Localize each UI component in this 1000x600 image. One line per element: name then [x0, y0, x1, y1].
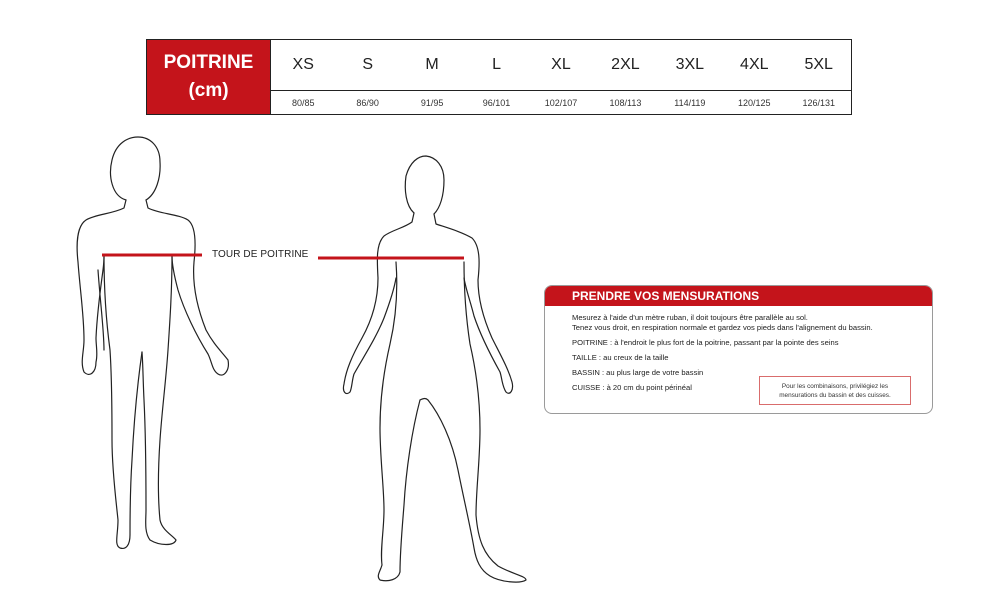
instructions-body: [545, 306, 932, 399]
size-label-xs: XS: [292, 56, 314, 73]
instructions-bassin: BASSIN : au plus large de votre bassin: [572, 368, 704, 377]
chest-value-s: 86/90: [356, 97, 379, 108]
size-label-s: S: [362, 56, 373, 73]
size-label-5xl: 5XL: [804, 56, 833, 73]
combinaison-note: [759, 376, 911, 405]
chest-value-l: 96/101: [482, 97, 511, 108]
size-label-3xl: 3XL: [675, 56, 705, 73]
combinaison-note-line-1: Pour les combinaisons, privilégiez les: [781, 382, 889, 390]
female-silhouette: [343, 156, 526, 582]
chest-value-m: 91/95: [420, 97, 444, 108]
combinaison-note-line-2: mensurations du bassin et des cuisses.: [779, 391, 891, 399]
chest-value-xs: 80/85: [291, 97, 315, 108]
size-label-4xl: 4XL: [740, 56, 769, 73]
instructions-taille: TAILLE : au creux de la taille: [572, 353, 669, 362]
measurement-instructions-box: [544, 285, 933, 414]
instructions-title: PRENDRE VOS MENSURATIONS: [545, 286, 932, 306]
instructions-cuisse: CUISSE : à 20 cm du point périnéal: [572, 383, 692, 392]
male-silhouette: [77, 137, 228, 548]
chest-value-3xl: 114/119: [674, 97, 706, 108]
size-label-xl: XL: [551, 56, 571, 73]
instructions-poitrine: POITRINE : à l'endroit le plus fort de la poitrine, passant par la pointe des seins: [572, 338, 839, 347]
chest-value-2xl: 108/113: [609, 97, 642, 108]
instructions-intro-2: Tenez vous droit, en respiration normale et gardez vos pieds dans l'alignement du bassin.: [572, 323, 873, 332]
chest-value-5xl: 126/131: [802, 97, 835, 108]
size-label-2xl: 2XL: [611, 56, 640, 73]
size-label-l: L: [492, 56, 501, 73]
size-chart-header-unit: (cm): [188, 80, 229, 101]
size-chart-header-title: POITRINE: [163, 52, 254, 73]
size-label-m: M: [425, 56, 439, 73]
chest-value-4xl: 120/125: [738, 97, 771, 108]
instructions-intro-1: Mesurez à l'aide d'un mètre ruban, il doit toujours être parallèle au sol.: [572, 313, 808, 322]
chest-value-xl: 102/107: [544, 97, 578, 108]
chest-measure-label: TOUR DE POITRINE: [212, 249, 309, 260]
